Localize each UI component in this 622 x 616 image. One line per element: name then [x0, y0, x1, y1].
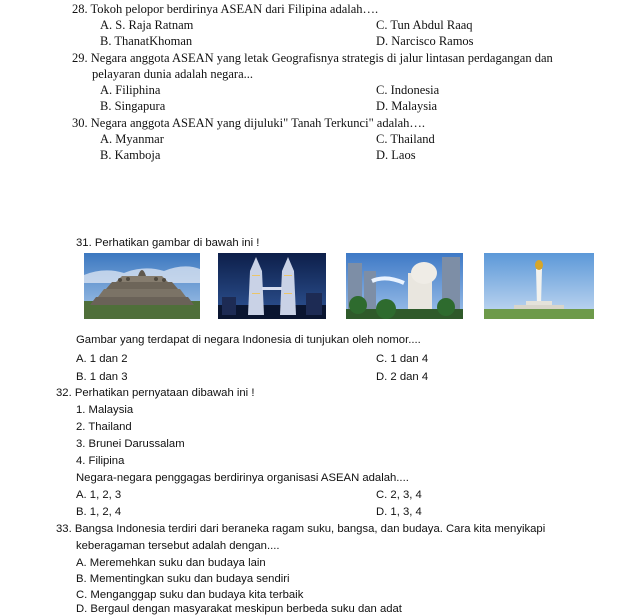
question-33-text-cont: keberagaman tersebut adalah dengan.... [76, 540, 280, 552]
question-31-text: 31. Perhatikan gambar di bawah ini ! [76, 237, 260, 249]
q29-option-a[interactable]: A. Filiphina [100, 83, 161, 97]
question-29-text-cont: pelayaran dunia adalah negara... [92, 67, 254, 81]
question-32-text: 32. Perhatikan pernyataan dibawah ini ! [56, 387, 255, 399]
q30-option-c[interactable]: C. Thailand [376, 132, 435, 146]
q32-item-3: 3. Brunei Darussalam [76, 438, 185, 450]
picture-2-petronas-towers [218, 253, 326, 319]
question-31-caption: Gambar yang terdapat di negara Indonesia di tunjukan oleh nomor.... [76, 334, 421, 346]
q31-option-c[interactable]: C. 1 dan 4 [376, 353, 429, 365]
q31-option-b[interactable]: B. 1 dan 3 [76, 371, 128, 383]
question-29-text: 29. Negara anggota ASEAN yang letak Geografisnya strategis di jalur lintasan perdagangan dan [72, 51, 553, 65]
q32-option-d[interactable]: D. 1, 3, 4 [376, 506, 422, 518]
q31-option-a[interactable]: A. 1 dan 2 [76, 353, 128, 365]
q33-option-d[interactable]: D. Bergaul dengan masyarakat meskipun berbeda suku dan adat [76, 603, 402, 615]
question-28-text: 28. Tokoh pelopor berdirinya ASEAN dari Filipina adalah…. [72, 2, 379, 16]
q30-option-d[interactable]: D. Laos [376, 148, 416, 162]
q28-option-a[interactable]: A. S. Raja Ratnam [100, 18, 194, 32]
question-32-question: Negara-negara penggagas berdirinya organisasi ASEAN adalah.... [76, 472, 409, 484]
q32-option-a[interactable]: A. 1, 2, 3 [76, 489, 122, 501]
q33-option-a[interactable]: A. Meremehkan suku dan budaya lain [76, 557, 266, 569]
q33-option-c[interactable]: C. Menganggap suku dan budaya kita terbaik [76, 589, 304, 601]
picture-4-monas [484, 253, 594, 319]
q32-option-b[interactable]: B. 1, 2, 4 [76, 506, 122, 518]
question-30-text: 30. Negara anggota ASEAN yang dijuluki" Tanah Terkunci" adalah…. [72, 116, 426, 130]
q32-item-4: 4. Filipina [76, 455, 125, 467]
q28-option-d[interactable]: D. Narcisco Ramos [376, 34, 474, 48]
question-33-text: 33. Bangsa Indonesia terdiri dari beraneka ragam suku, bangsa, dan budaya. Cara kita menyikapi [56, 523, 546, 535]
q30-option-b[interactable]: B. Kamboja [100, 148, 161, 162]
q28-option-b[interactable]: B. ThanatKhoman [100, 34, 193, 48]
q32-item-2: 2. Thailand [76, 421, 132, 433]
q32-option-c[interactable]: C. 2, 3, 4 [376, 489, 422, 501]
q29-option-d[interactable]: D. Malaysia [376, 99, 438, 113]
picture-1-borobudur [84, 253, 200, 319]
q29-option-c[interactable]: C. Indonesia [376, 83, 440, 97]
q33-option-b[interactable]: B. Mementingkan suku dan budaya sendiri [76, 573, 290, 585]
q32-item-1: 1. Malaysia [76, 404, 134, 416]
q31-option-d[interactable]: D. 2 dan 4 [376, 371, 429, 383]
picture-3-merlion [346, 253, 463, 319]
q29-option-b[interactable]: B. Singapura [100, 99, 166, 113]
q30-option-a[interactable]: A. Myanmar [100, 132, 164, 146]
q28-option-c[interactable]: C. Tun Abdul Raaq [376, 18, 473, 32]
